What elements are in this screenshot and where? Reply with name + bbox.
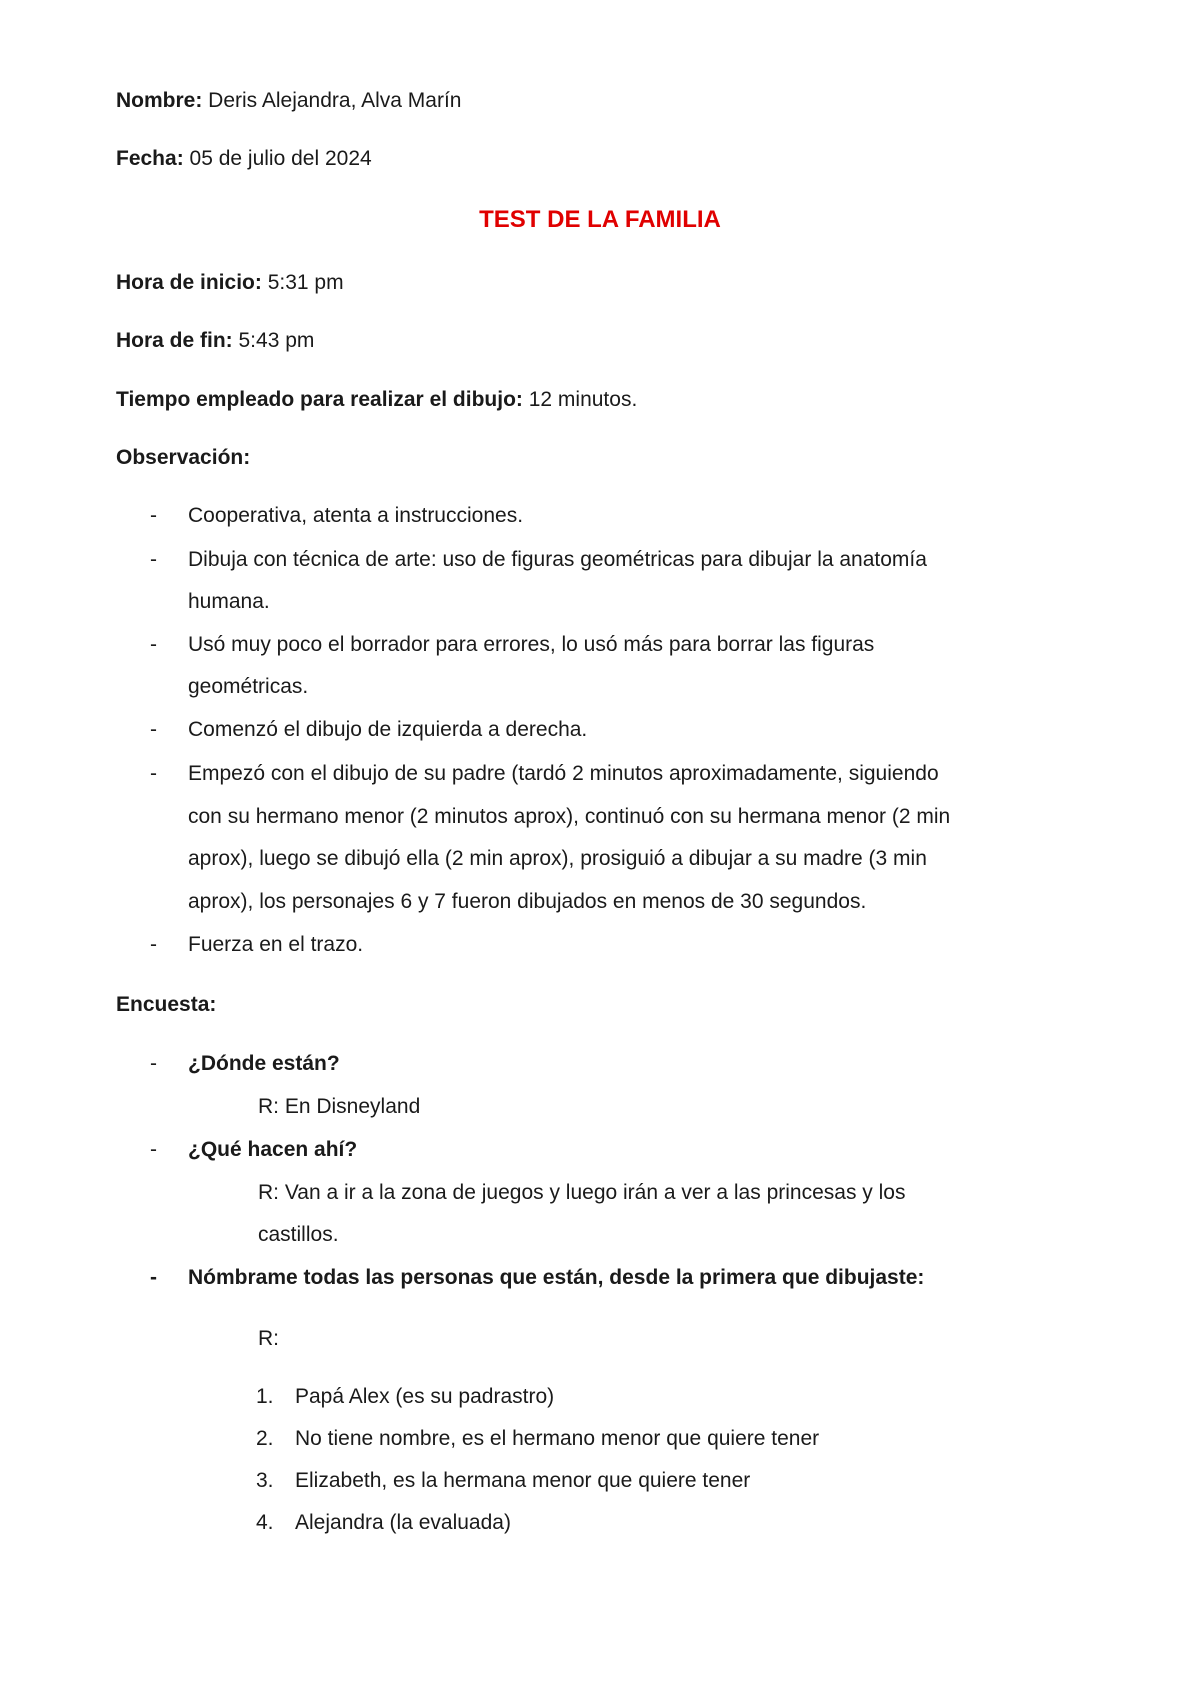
person-number: 2. — [256, 1427, 274, 1450]
person-name: Papá Alex (es su padrastro) — [295, 1385, 555, 1408]
answer-2-line: R: Van a ir a la zona de juegos y luego irán a ver a las princesas y los — [258, 1181, 906, 1204]
tiempo-line — [116, 387, 637, 413]
observacion-item-line: Empezó con el dibujo de su padre (tardó 2 minutos aproximadamente, siguiendo — [188, 762, 939, 785]
person-name: No tiene nombre, es el hermano menor que quiere tener — [295, 1427, 820, 1450]
question-2: ¿Qué hacen ahí? — [188, 1138, 358, 1161]
observacion-item-line: con su hermano menor (2 minutos aprox), continuó con su hermana menor (2 min — [188, 805, 951, 828]
answer-1: R: En Disneyland — [258, 1095, 421, 1118]
observacion-heading: Observación: — [116, 446, 251, 469]
hora-inicio-value: 5:31 pm — [261, 271, 344, 294]
fecha-label: Fecha: — [116, 147, 184, 170]
tiempo-label: Tiempo empleado para realizar el dibujo: — [116, 388, 523, 411]
observacion-item-line: humana. — [188, 590, 270, 613]
document-title: TEST DE LA FAMILIA — [479, 206, 721, 233]
question-1: ¿Dónde están? — [188, 1052, 340, 1075]
nombre-line — [116, 88, 461, 114]
person-name: Elizabeth, es la hermana menor que quiere tener — [295, 1469, 751, 1492]
observacion-bullet: - — [150, 548, 157, 571]
encuesta-bullet: - — [150, 1266, 157, 1289]
hora-inicio-line — [116, 270, 344, 296]
person-number: 4. — [256, 1511, 274, 1534]
nombre-value: Deris Alejandra, Alva Marín — [202, 89, 462, 112]
encuesta-bullet: - — [150, 1138, 157, 1161]
observacion-item-line: geométricas. — [188, 675, 309, 698]
person-number: 3. — [256, 1469, 274, 1492]
person-number: 1. — [256, 1385, 274, 1408]
observacion-item-line: Fuerza en el trazo. — [188, 933, 364, 956]
observacion-item-line: Dibuja con técnica de arte: uso de figuras geométricas para dibujar la anatomía — [188, 548, 927, 571]
observacion-item-line: Usó muy poco el borrador para errores, lo usó más para borrar las figuras — [188, 633, 875, 656]
encuesta-bullet: - — [150, 1052, 157, 1075]
answer-2-line: castillos. — [258, 1223, 339, 1246]
answer-3: R: — [258, 1327, 279, 1350]
observacion-item-line: aprox), los personajes 6 y 7 fueron dibujados en menos de 30 segundos. — [188, 890, 867, 913]
observacion-item-line: Cooperativa, atenta a instrucciones. — [188, 504, 524, 527]
encuesta-heading: Encuesta: — [116, 993, 217, 1016]
hora-fin-line — [116, 328, 314, 354]
observacion-bullet: - — [150, 504, 157, 527]
observacion-bullet: - — [150, 633, 157, 656]
observacion-item-line: aprox), luego se dibujó ella (2 min aprox), prosiguió a dibujar a su madre (3 min — [188, 847, 927, 870]
tiempo-value: 12 minutos. — [522, 388, 638, 411]
question-3: Nómbrame todas las personas que están, desde la primera que dibujaste: — [188, 1266, 925, 1289]
fecha-line — [116, 146, 372, 172]
observacion-bullet: - — [150, 718, 157, 741]
observacion-bullet: - — [150, 933, 157, 956]
hora-inicio-label: Hora de inicio: — [116, 271, 262, 294]
observacion-item-line: Comenzó el dibujo de izquierda a derecha. — [188, 718, 588, 741]
observacion-bullet: - — [150, 762, 157, 785]
fecha-value: 05 de julio del 2024 — [183, 147, 372, 170]
hora-fin-label: Hora de fin: — [116, 329, 233, 352]
nombre-label: Nombre: — [116, 89, 203, 112]
person-name: Alejandra (la evaluada) — [295, 1511, 511, 1534]
hora-fin-value: 5:43 pm — [232, 329, 315, 352]
